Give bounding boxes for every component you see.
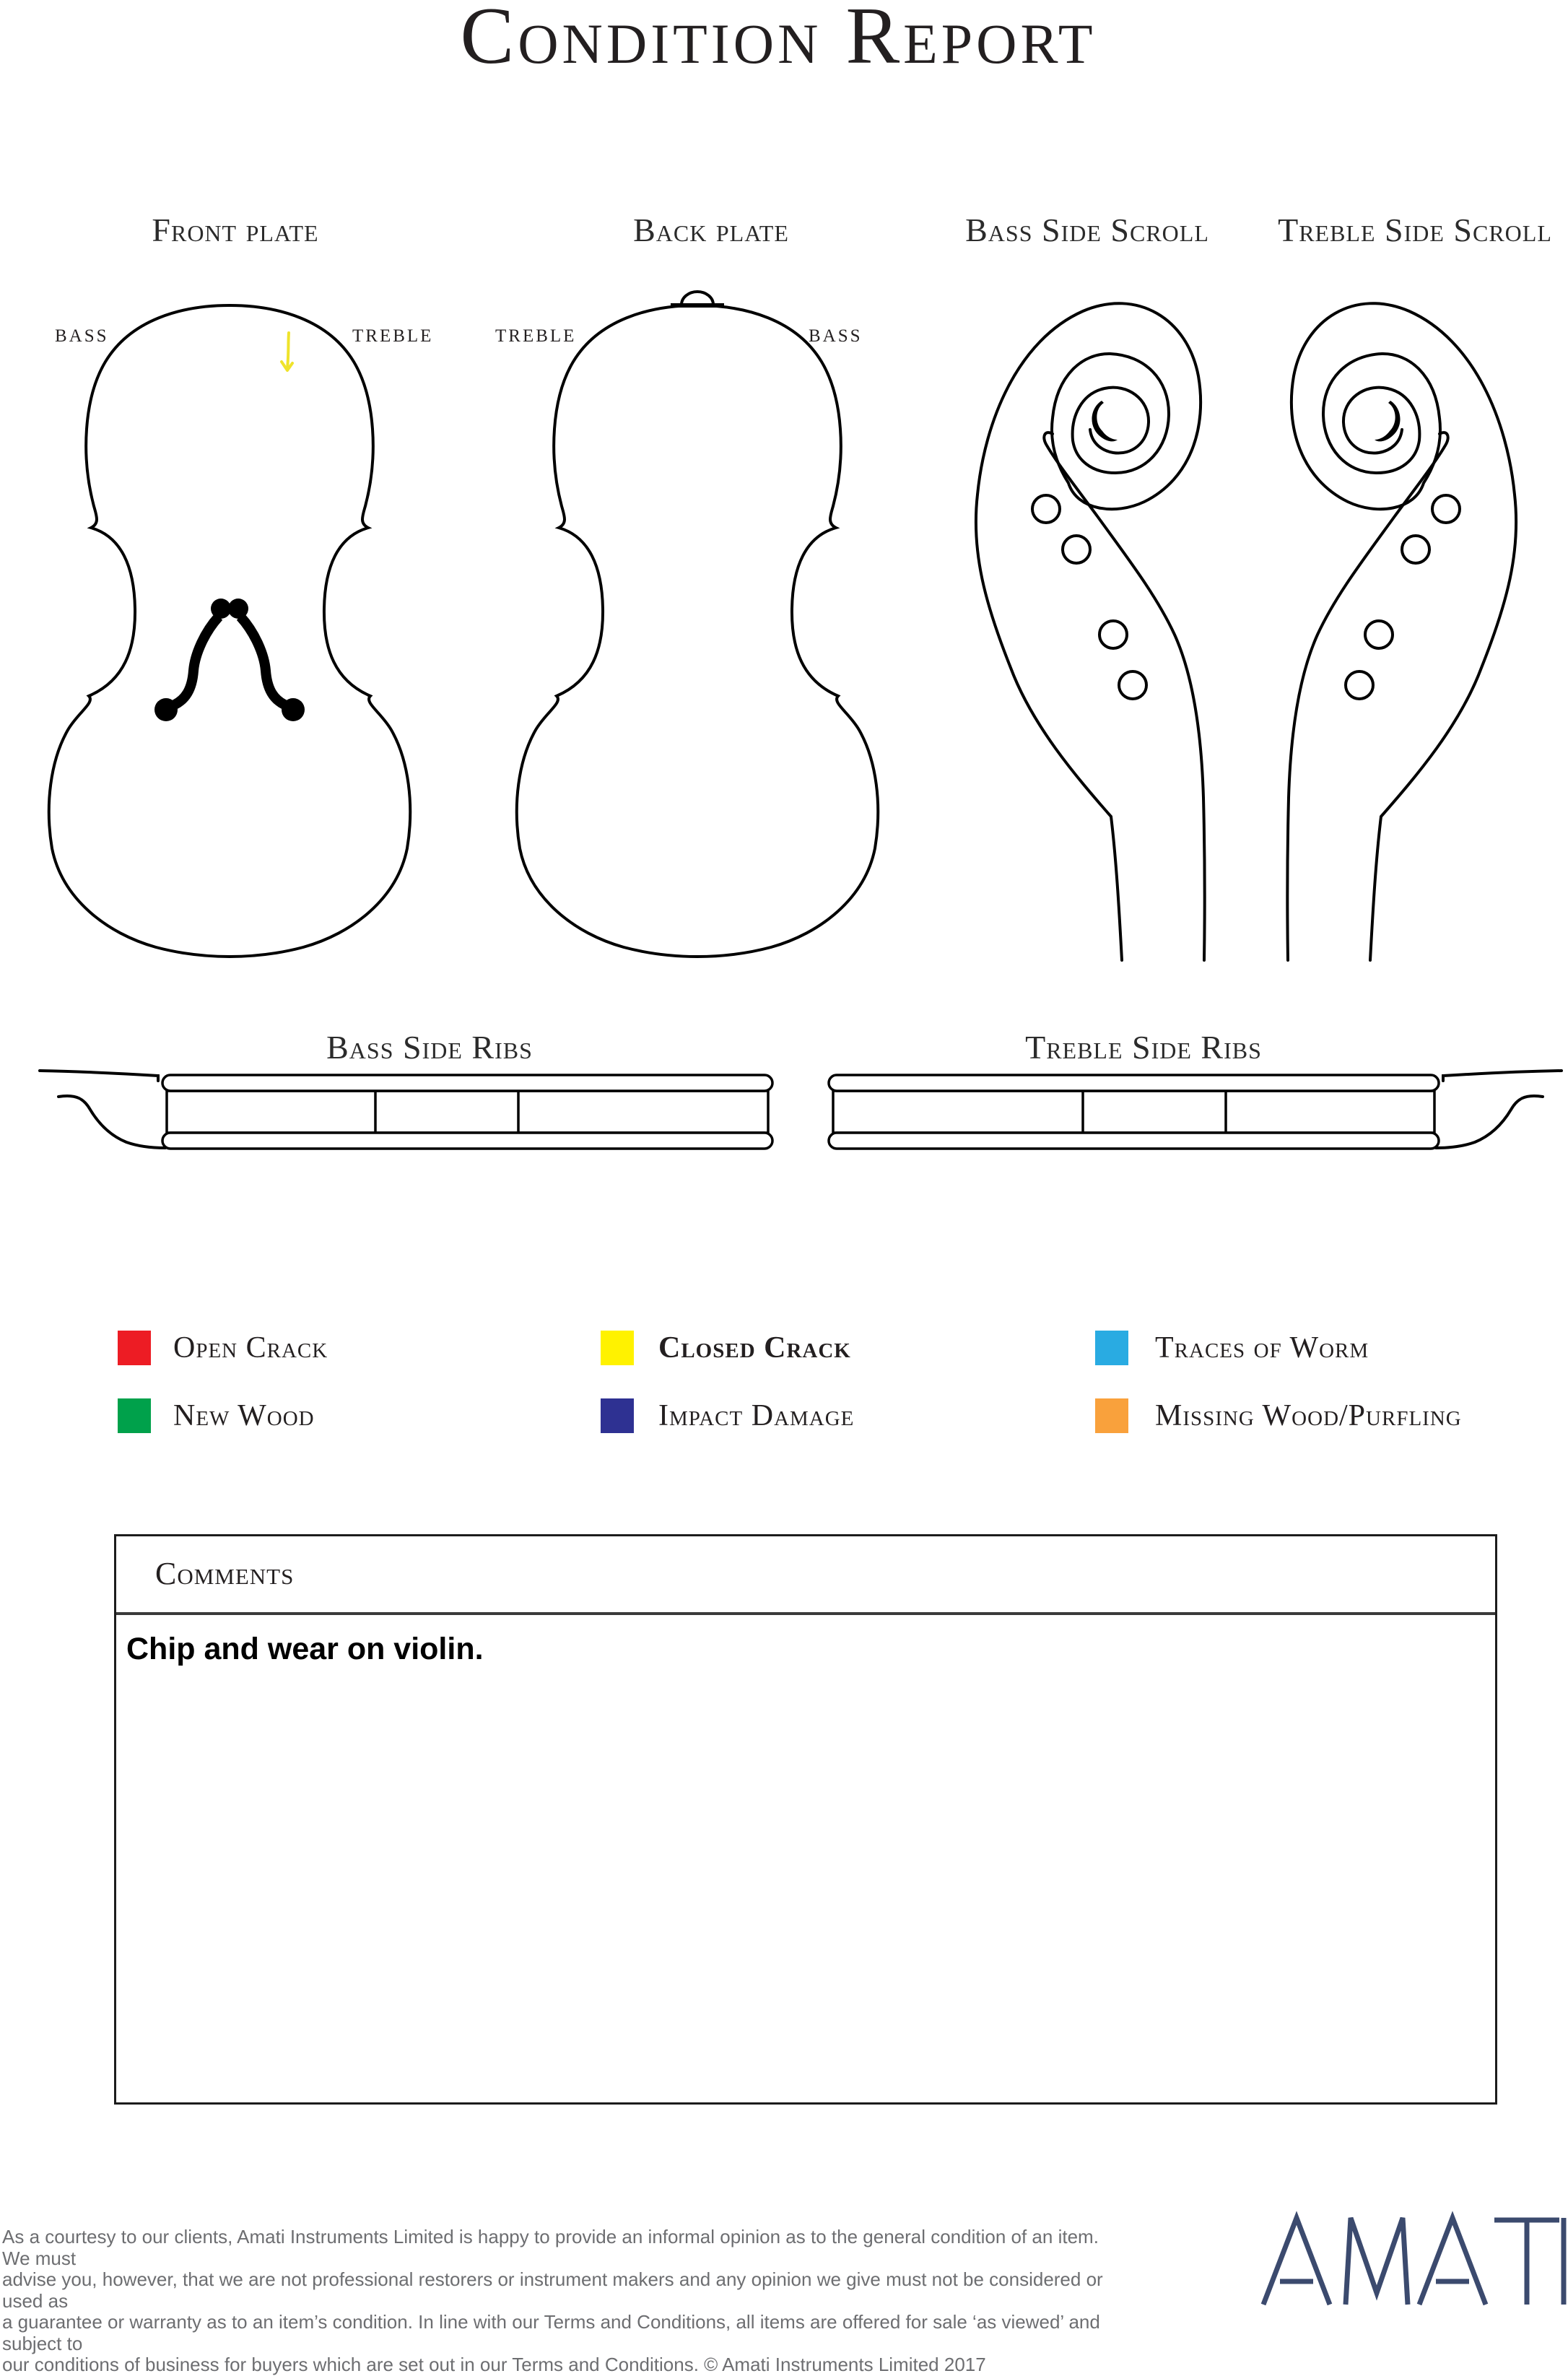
front-plate-diagram [43,298,416,962]
peg-hole [1063,536,1090,563]
back-plate-heading: Back plate [633,212,789,248]
treble-ribs-heading: Treble Side Ribs [1025,1029,1262,1066]
treble-scroll-diagram [1279,292,1525,962]
comments-header [116,1536,1495,1615]
back-plate-bass-label: BASS [809,326,863,346]
back-plate-treble-label: TREBLE [495,326,577,346]
amati-logo-letter-A [1263,2218,1330,2305]
rib-body [833,1091,1434,1133]
scroll-outline [976,303,1201,960]
bass-scroll-heading: Bass Side Scroll [965,212,1209,248]
legend-swatch-closed-crack [601,1331,634,1365]
peg-holes [1346,495,1460,699]
bass-ribs-diagram [40,1069,776,1154]
rib-bottom-edge [829,1133,1439,1149]
legend-label-impact-damage: Impact Damage [658,1399,855,1432]
back-plate-outline [517,305,878,957]
front-plate-bass-label: BASS [55,326,109,346]
footer-disclaimer [2,2227,1128,2376]
footer-line: a guarantee or warranty as to an item’s condition. In line with our Terms and Conditions, all items are offered for sale ‘as viewed’ and subject to [2,2311,1100,2354]
back-plate-diagram [511,281,884,962]
neck-root [1436,1071,1562,1148]
neck-root [40,1071,165,1148]
treble-scroll-heading: Treble Side Scroll [1278,212,1552,248]
comments-text: Chip and wear on violin. [126,1632,484,1666]
peg-hole [1346,671,1373,699]
footer-line: our conditions of business for buyers which are set out in our Terms and Conditions. © Amati Instruments Limited 2017 [2,2354,986,2375]
back-plate-button [681,292,713,305]
peg-hole [1365,621,1393,648]
rib-bottom-edge [162,1133,772,1149]
bass-scroll-diagram [967,292,1213,962]
amati-logo-letter-T [1494,2220,1559,2305]
rib-top-edge [162,1075,772,1091]
legend-swatch-open-crack [118,1331,151,1365]
peg-hole [1119,671,1146,699]
legend-swatch-missing-wood-purfling [1095,1398,1128,1433]
legend-swatch-new-wood [118,1398,151,1433]
page-title: Condition Report [460,0,1097,81]
peg-hole [1432,495,1460,523]
amati-logo [1256,2215,1568,2306]
bass-ribs-heading: Bass Side Ribs [326,1029,533,1066]
peg-holes [1032,495,1146,699]
peg-hole [1099,621,1127,648]
rib-top-edge [829,1075,1439,1091]
peg-hole [1402,536,1429,563]
comments-heading: Comments [155,1556,295,1591]
rib-body [167,1091,768,1133]
front-plate-outline [49,305,410,957]
footer-line: advise you, however, that we are not professional restorers or instrument makers and any opinion we give must not be considered or used as [2,2268,1103,2312]
peg-hole [1032,495,1060,523]
treble-ribs-diagram [825,1069,1562,1154]
scroll-outline [1292,303,1516,960]
amati-logo-letter-A [1419,2218,1486,2305]
legend-label-missing-wood-purfling: Missing Wood/Purfling [1155,1399,1462,1432]
legend-label-new-wood: New Wood [173,1399,315,1432]
footer-line: As a courtesy to our clients, Amati Instruments Limited is happy to provide an informal opinion as to the general condition of an item. We must [2,2226,1099,2269]
comments-box [114,1534,1497,2105]
front-plate-heading: Front plate [152,212,319,248]
amati-logo-letter-M [1346,2218,1408,2305]
legend-label-open-crack: Open Crack [173,1331,328,1365]
legend-label-traces-of-worm: Traces of Worm [1155,1331,1369,1365]
legend-swatch-traces-of-worm [1095,1331,1128,1365]
legend-swatch-impact-damage [601,1398,634,1433]
scroll-eye [1092,401,1118,441]
front-plate-treble-label: TREBLE [352,326,434,346]
legend-label-closed-crack: Closed Crack [658,1331,851,1365]
scroll-eye [1375,401,1401,441]
